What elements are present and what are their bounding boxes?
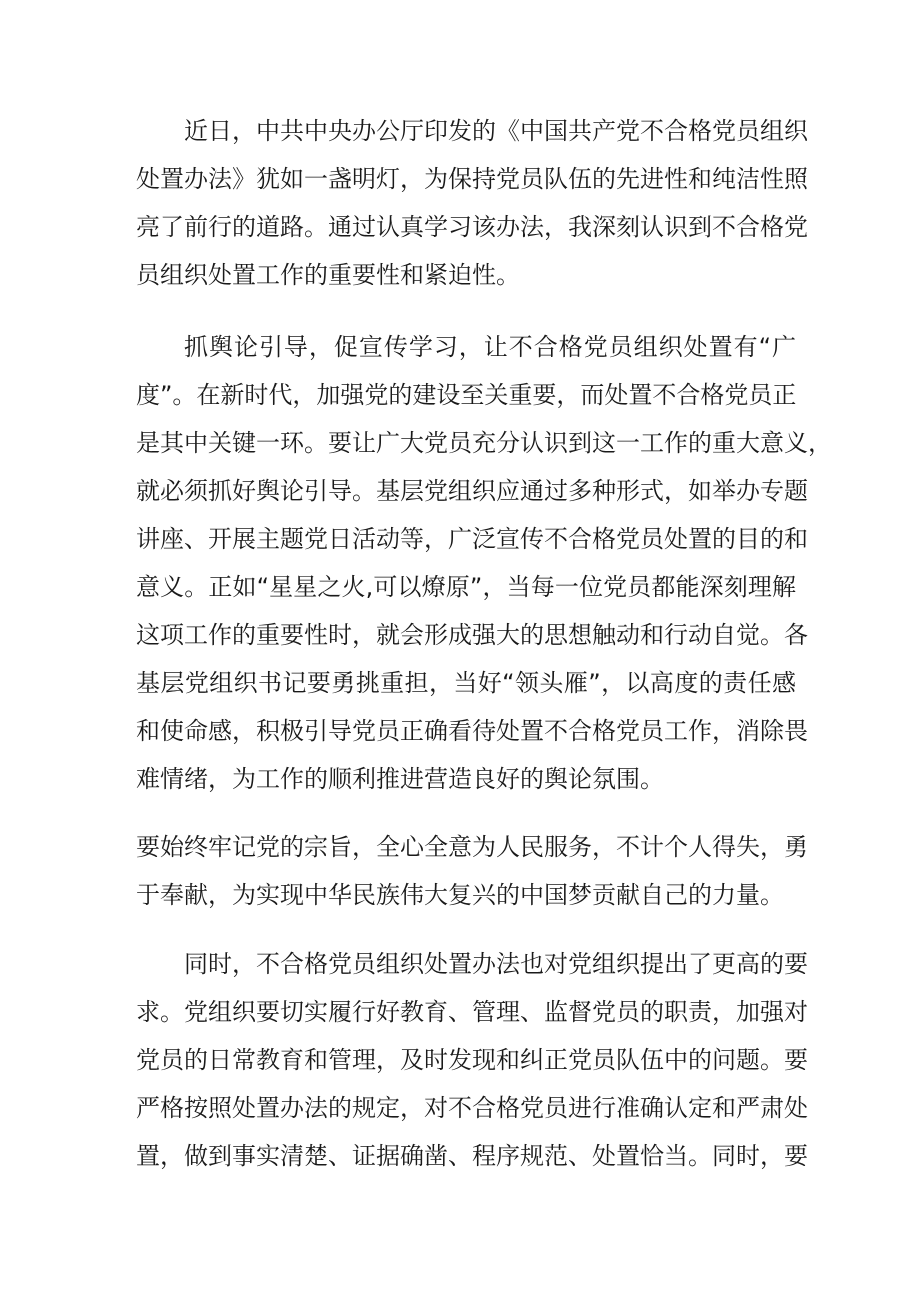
paragraph-4-line-3: 党员的日常教育和管理，及时发现和纠正党员队伍中的问题。要 (136, 1046, 808, 1074)
paragraph-4-line-5: 置，做到事实清楚、证据确凿、程序规范、处置恰当。同时，要 (136, 1142, 808, 1170)
paragraph-3-line-1: 要始终牢记党的宗旨，全心全意为人民服务，不计个人得失，勇 (136, 833, 808, 861)
paragraph-1-line-3: 亮了前行的道路。通过认真学习该办法，我深刻认识到不合格党 (136, 213, 808, 241)
paragraph-2-line-6: 意义。正如“星星之火,可以燎原”，当每一位党员都能深刻理解 (136, 573, 796, 601)
paragraph-2-line-5: 讲座、开展主题党日活动等，广泛宣传不合格党员处置的目的和 (136, 525, 808, 553)
paragraph-2-line-10: 难情绪，为工作的顺利推进营造良好的舆论氛围。 (136, 765, 664, 793)
paragraph-2-line-2: 度”。在新时代，加强党的建设至关重要，而处置不合格党员正 (136, 381, 797, 409)
paragraph-2-line-4: 就必须抓好舆论引导。基层党组织应通过多种形式，如举办专题 (136, 477, 808, 505)
paragraph-2-line-7: 这项工作的重要性时，就会形成强大的思想触动和行动自觉。各 (136, 621, 808, 649)
paragraph-1-line-1: 近日，中共中央办公厅印发的《中国共产党不合格党员组织 (184, 117, 808, 145)
paragraph-1-line-4: 员组织处置工作的重要性和紧迫性。 (136, 261, 520, 289)
paragraph-4-line-4: 严格按照处置办法的规定，对不合格党员进行准确认定和严肃处 (136, 1094, 808, 1122)
paragraph-2-line-9: 和使命感，积极引导党员正确看待处置不合格党员工作，消除畏 (136, 717, 808, 745)
paragraph-1-line-2: 处置办法》犹如一盏明灯，为保持党员队伍的先进性和纯洁性照 (136, 165, 808, 193)
paragraph-2-line-3: 是其中关键一环。要让广大党员充分认识到这一工作的重大意义， (136, 429, 832, 457)
paragraph-2-line-1: 抓舆论引导，促宣传学习，让不合格党员组织处置有“广 (184, 333, 796, 361)
paragraph-4-line-2: 求。党组织要切实履行好教育、管理、监督党员的职责，加强对 (136, 998, 808, 1026)
paragraph-4-line-1: 同时，不合格党员组织处置办法也对党组织提出了更高的要 (184, 950, 808, 978)
paragraph-2-line-8: 基层党组织书记要勇挑重担，当好“领头雁”，以高度的责任感 (136, 669, 796, 697)
paragraph-3-line-2: 于奉献，为实现中华民族伟大复兴的中国梦贡献自己的力量。 (136, 881, 784, 909)
